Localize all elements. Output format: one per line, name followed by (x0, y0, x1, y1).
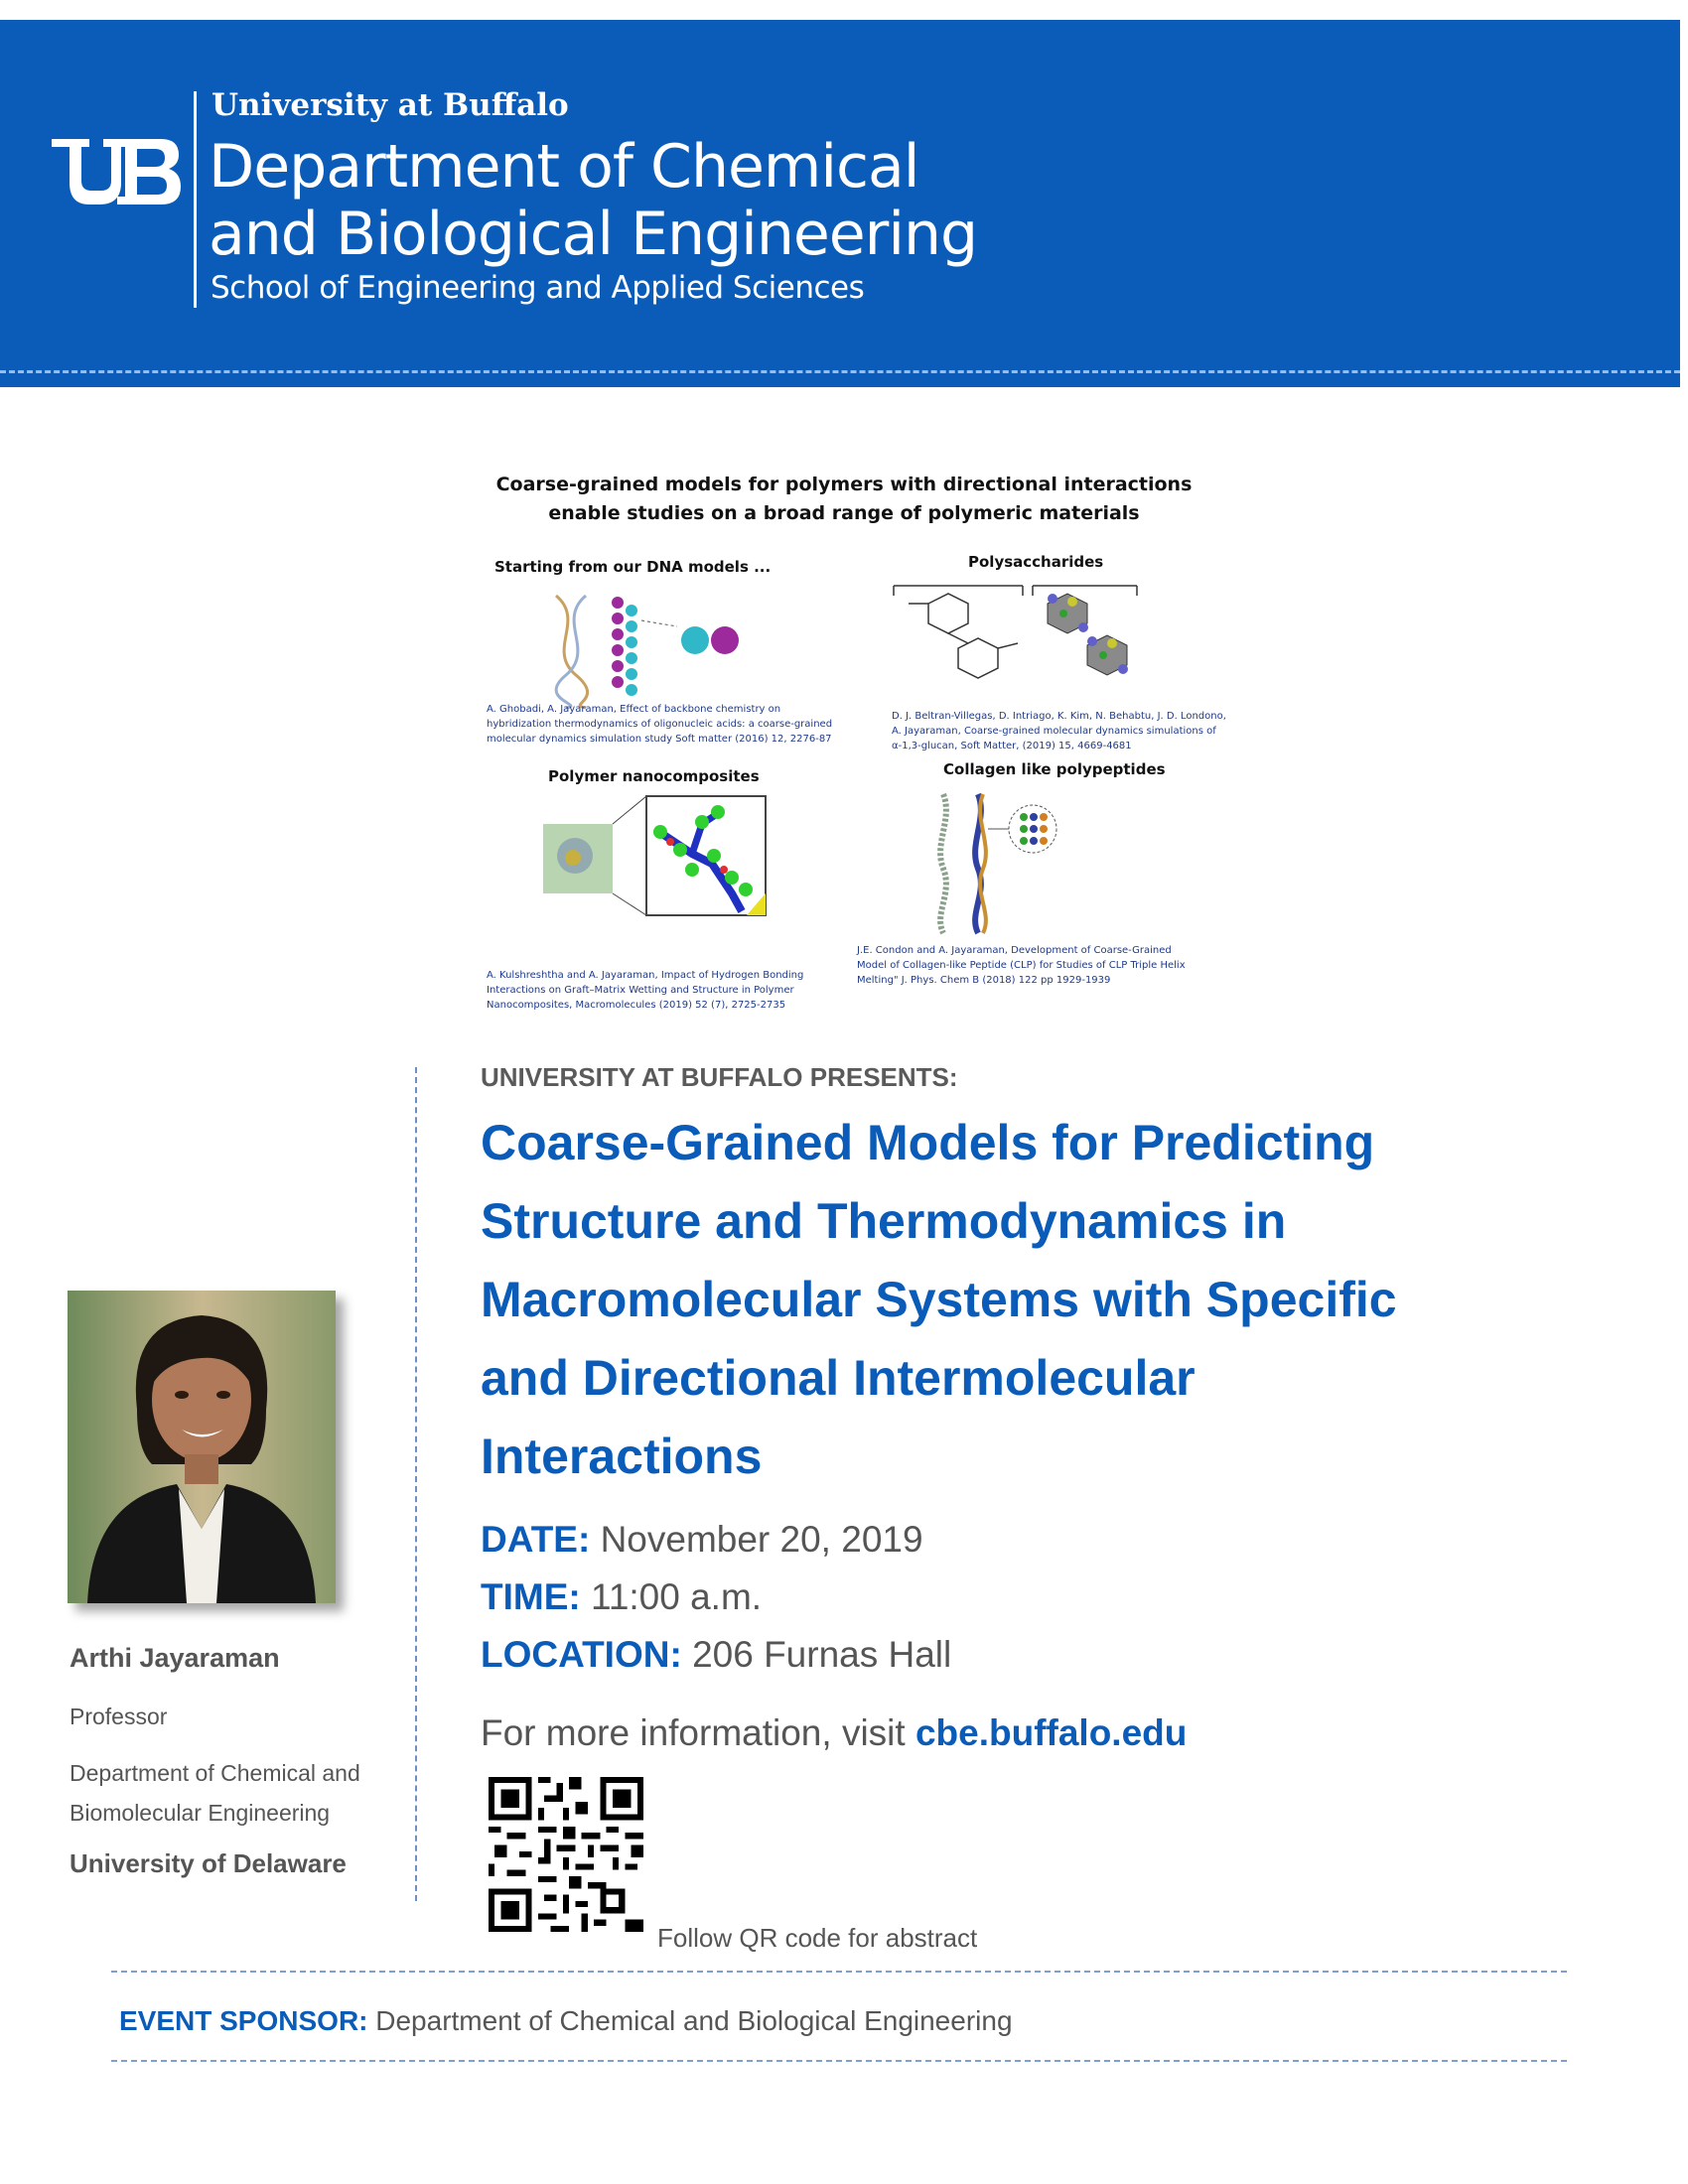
ref-line: Nanocomposites, Macromolecules (2019) 52 (7), 2725-2735 (487, 1000, 786, 1011)
talk-title-line: Coarse-Grained Models for Predicting (481, 1115, 1375, 1170)
university-name: University at Buffalo (211, 87, 569, 123)
column-divider (415, 1067, 417, 1901)
figure-title-line2: enable studies on a broad range of polymeric materials (548, 502, 1140, 524)
speaker-department (70, 1753, 407, 1833)
website-link[interactable]: cbe.buffalo.edu (914, 1712, 1188, 1753)
talk-title-line: and Directional Intermolecular (481, 1350, 1196, 1406)
speaker-photo (68, 1291, 336, 1603)
panel-polysaccharides-reference (892, 709, 1226, 753)
location-value: 206 Furnas Hall (692, 1634, 952, 1675)
panel-nanocomposites-heading: Polymer nanocomposites (548, 767, 760, 785)
sponsor-bottom-divider (111, 2060, 1567, 2062)
panel-collagen-reference (857, 943, 1186, 988)
speaker-department-line1: Department of Chemical and (70, 1760, 360, 1786)
ref-line: J.E. Condon and A. Jayaraman, Development of Coarse-Grained (857, 945, 1172, 956)
speaker-title: Professor (70, 1704, 168, 1729)
ref-line: hybridization thermodynamics of oligonucleic acids: a coarse-grained (487, 719, 833, 730)
research-figure (477, 457, 1231, 1011)
ref-line: Model of Collagen-like Peptide (CLP) for Studies of CLP Triple Helix (857, 960, 1186, 971)
location-label: LOCATION: (481, 1634, 682, 1675)
more-info (481, 1712, 1187, 1754)
date-value: November 20, 2019 (600, 1519, 923, 1560)
ref-line: Melting" J. Phys. Chem B (2018) 122 pp 1929-1939 (857, 975, 1111, 986)
event-sponsor (119, 2005, 1013, 2037)
qr-code-icon[interactable] (489, 1777, 643, 1932)
school-name: School of Engineering and Applied Sciences (211, 270, 865, 306)
panel-dna-heading: Starting from our DNA models ... (494, 558, 772, 576)
ref-line: molecular dynamics simulation study Soft matter (2016) 12, 2276-87 (487, 734, 832, 745)
ref-line: A. Jayaraman, Coarse-grained molecular dynamics simulations of (892, 726, 1216, 737)
department-name (209, 133, 977, 268)
sponsor-label: EVENT SPONSOR: (119, 2005, 368, 2036)
time-value: 11:00 a.m. (590, 1576, 763, 1617)
talk-title (481, 1104, 1493, 1496)
time-row (481, 1576, 762, 1618)
speaker-name: Arthi Jayaraman (70, 1643, 280, 1673)
talk-title-line: Macromolecular Systems with Specific (481, 1272, 1397, 1327)
presents-label: UNIVERSITY AT BUFFALO PRESENTS: (481, 1062, 958, 1092)
banner-dashed-line (0, 370, 1680, 373)
ub-logo-icon (52, 139, 181, 206)
date-row (481, 1519, 923, 1561)
logo-divider (194, 91, 197, 308)
speaker-department-line2: Biomolecular Engineering (70, 1800, 331, 1826)
ref-line: A. Ghobadi, A. Jayaraman, Effect of backbone chemistry on (487, 704, 781, 715)
dna-model-image (546, 591, 745, 710)
polysaccharide-image (889, 584, 1147, 703)
department-name-line1: Department of Chemical (209, 132, 919, 202)
ref-line: D. J. Beltran-Villegas, D. Intriago, K. Kim, N. Behabtu, J. D. Londono, (892, 711, 1226, 722)
panel-collagen-heading: Collagen like polypeptides (943, 760, 1166, 778)
qr-caption: Follow QR code for abstract (657, 1923, 978, 1953)
panel-dna-reference (487, 702, 832, 747)
sponsor-top-divider (111, 1971, 1567, 1973)
talk-title-line: Interactions (481, 1429, 763, 1484)
department-name-line2: and Biological Engineering (209, 200, 978, 269)
time-label: TIME: (481, 1576, 581, 1617)
ref-line: Interactions on Graft–Matrix Wetting and Structure in Polymer (487, 985, 794, 996)
date-label: DATE: (481, 1519, 591, 1560)
figure-title (477, 471, 1211, 528)
collagen-image (928, 789, 1087, 938)
sponsor-name: Department of Chemical and Biological Engineering (375, 2005, 1013, 2036)
nanocomposite-image (543, 794, 791, 933)
ref-line: A. Kulshreshtha and A. Jayaraman, Impact of Hydrogen Bonding (487, 970, 804, 981)
talk-title-line: Structure and Thermodynamics in (481, 1193, 1287, 1249)
speaker-university: University of Delaware (70, 1848, 347, 1878)
panel-nanocomposites-reference (487, 968, 803, 1013)
figure-title-line1: Coarse-grained models for polymers with directional interactions (495, 474, 1193, 495)
location-row (481, 1634, 951, 1676)
panel-polysaccharides-heading: Polysaccharides (968, 553, 1104, 571)
ref-line: α-1,3-glucan, Soft Matter, (2019) 15, 4669-4681 (892, 741, 1132, 751)
more-info-text: For more information, visit (481, 1712, 906, 1753)
